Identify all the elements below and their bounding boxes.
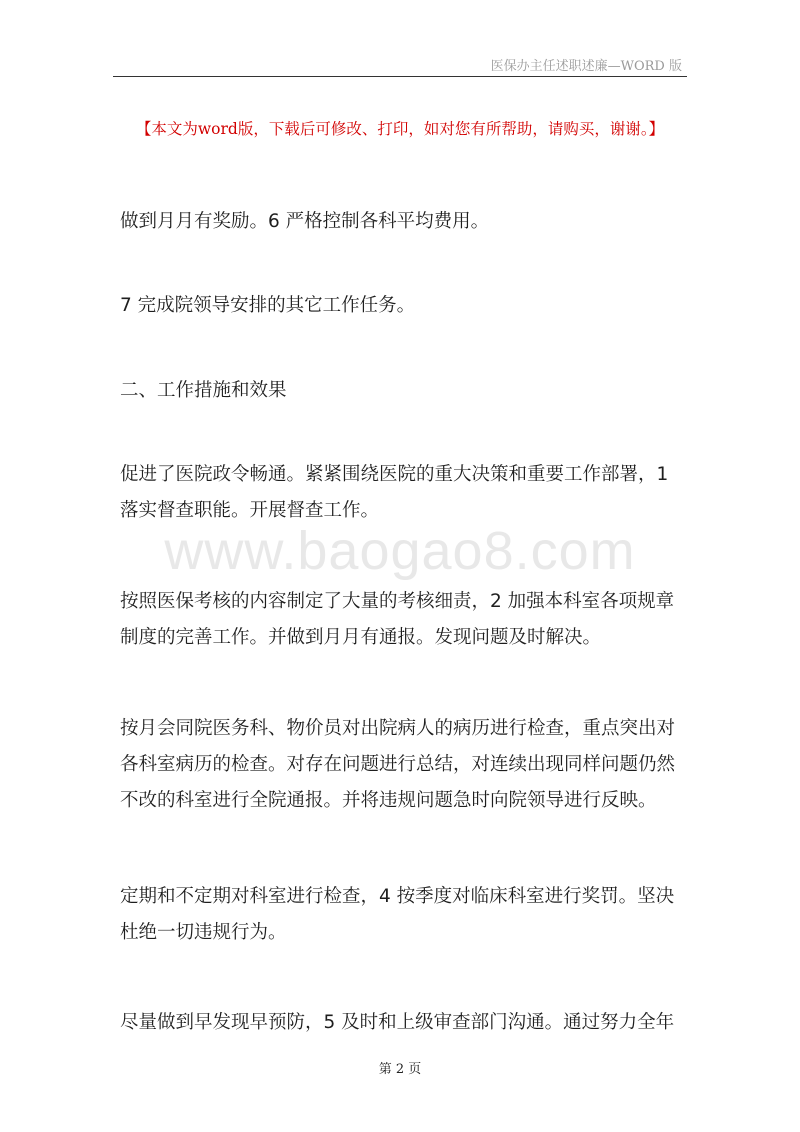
paragraph-1: 做到月月有奖励。6 严格控制各科平均费用。 [120, 211, 490, 232]
paragraph-4: 按照医保考核的内容制定了大量的考核细责，2 加强本科室各项规章 制度的完善工作。并做到月月有通报。发现问题及时解决。 [120, 591, 675, 648]
paragraph-5: 按月会同院医务科、物价员对出院病人的病历进行检查，重点突出对 各科室病历的检查。对存在问题进行总结，对连续出现同样问题仍然 不改的科室进行全院通报。并将违规问题急时向院领导进行反映。 [120, 718, 676, 811]
purchase-notice: 【本文为word版，下载后可修改、打印，如对您有所帮助，请购买，谢谢。】 [135, 120, 665, 138]
paragraph-2: 7 完成院领导安排的其它工作任务。 [120, 295, 416, 316]
paragraph-3: 促进了医院政令畅通。紧紧围绕医院的重大决策和重要工作部署，1 落实督查职能。开展督查工作。 [120, 464, 669, 521]
page-header-title: 医保办主任述职述廉—WORD 版 [490, 59, 682, 74]
page-number: 第 2 页 [378, 1062, 422, 1077]
site-watermark: www.baogao8.com [164, 521, 636, 581]
paragraph-6: 定期和不定期对科室进行检查，4 按季度对临床科室进行奖罚。坚决 杜绝一切违规行为。 [120, 886, 675, 943]
paragraph-7: 尽量做到早发现早预防，5 及时和上级审查部门沟通。通过努力全年 [120, 1012, 675, 1033]
section-heading: 二、工作措施和效果 [120, 380, 287, 401]
header-divider [113, 76, 687, 77]
